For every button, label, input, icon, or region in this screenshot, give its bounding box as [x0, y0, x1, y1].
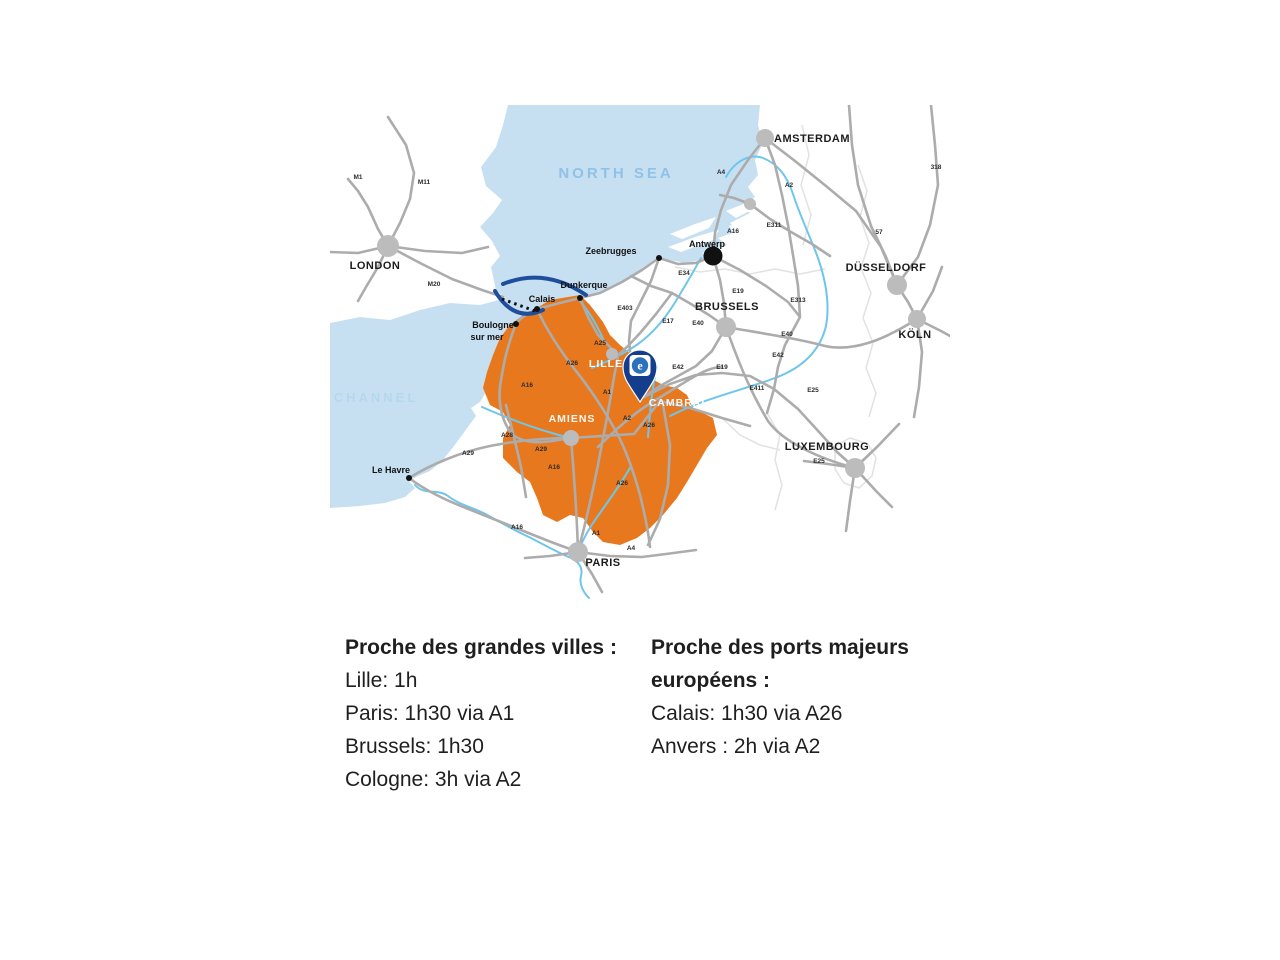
port-dot-calais	[534, 306, 540, 312]
road-label-a16: A16	[727, 228, 739, 235]
road-label-a16: A16	[548, 464, 560, 471]
label-calais: Calais	[528, 294, 556, 304]
port-dot-antwerp	[704, 247, 723, 266]
road-label-m20: M20	[427, 281, 441, 288]
pin-logo-letter: e	[637, 358, 643, 373]
city-node-london	[377, 235, 399, 257]
label-dunkerque: Dunkerque	[560, 280, 608, 290]
label-cambrai: CAMBRAI	[648, 397, 706, 409]
city-node-luxembourg	[845, 458, 865, 478]
city-node	[563, 430, 579, 446]
label-north-sea: NORTH SEA	[558, 165, 674, 182]
road-label-m1: M1	[353, 174, 363, 181]
port-dot-zeebrugges	[656, 255, 662, 261]
city-node	[744, 198, 756, 210]
road-label-e411: E411	[749, 385, 765, 392]
label-k-ln: KÖLN	[898, 329, 932, 341]
label-zeebrugges: Zeebrugges	[585, 246, 637, 256]
port-dot-dunkerque	[577, 295, 583, 301]
road-label-a4: A4	[626, 545, 636, 552]
road-label-a29: A29	[462, 450, 474, 457]
road-label-a1: A1	[591, 530, 601, 537]
road-label-a2: A2	[784, 182, 794, 189]
road-label-57: 57	[875, 229, 883, 236]
road-label-e42: E42	[672, 364, 684, 371]
label-sur-mer: sur mer	[470, 332, 504, 342]
road-label-a29: A29	[535, 446, 547, 453]
road-label-e25: E25	[813, 458, 825, 465]
label-boulogne: Boulogne	[472, 320, 514, 330]
road-label-e17: E17	[662, 318, 674, 325]
label-antwerp: Antwerp	[689, 239, 725, 249]
info-line: Brussels: 1h30	[345, 735, 484, 758]
info-line: Anvers : 2h via A2	[651, 735, 821, 758]
road-label-a26: A26	[643, 422, 655, 429]
road-label-318: 318	[930, 164, 942, 171]
info-line: Paris: 1h30 via A1	[345, 702, 515, 725]
label-brussels: BRUSSELS	[695, 301, 759, 313]
road-label-a1: A1	[602, 389, 612, 396]
city-node-amsterdam	[756, 129, 774, 147]
label-le-havre: Le Havre	[371, 465, 411, 475]
info-column-ports	[651, 631, 941, 763]
road-label-e403: E403	[617, 305, 633, 312]
road-label-m11: M11	[417, 179, 431, 186]
road-label-e313: E313	[790, 297, 806, 304]
road-label-e311: E311	[766, 222, 782, 229]
city-node-düsseldorf	[887, 275, 907, 295]
info-column-cities	[345, 631, 645, 796]
road-label-a26: A26	[566, 360, 578, 367]
label-channel: CHANNEL	[333, 390, 419, 405]
label-amiens: AMIENS	[548, 413, 596, 425]
cities-lines	[345, 664, 645, 796]
info-line: Calais: 1h30 via A26	[651, 702, 843, 725]
label-d-sseldorf: DÜSSELDORF	[845, 262, 927, 274]
road-label-e42: E42	[772, 352, 784, 359]
port-dot-boulogne	[513, 321, 519, 327]
road-label-e40: E40	[781, 331, 793, 338]
label-london: LONDON	[349, 260, 401, 272]
city-node-brussels	[716, 317, 736, 337]
road-label-e25: E25	[807, 387, 819, 394]
road-label-a4: A4	[716, 169, 726, 176]
ports-lines	[651, 697, 941, 763]
label-luxembourg: LUXEMBOURG	[784, 441, 870, 453]
road-label-e40: E40	[692, 320, 704, 327]
cities-title: Proche des grandes villes :	[345, 636, 617, 659]
road-label-a16: A16	[521, 382, 533, 389]
road-label-a16: A16	[511, 524, 523, 531]
map-svg	[330, 105, 950, 600]
road-label-a28: A28	[501, 432, 513, 439]
info-line: Cologne: 3h via A2	[345, 768, 522, 791]
label-paris: PARIS	[585, 557, 621, 569]
label-lille: LILLE	[588, 358, 624, 370]
ports-title: Proche des ports majeurs européens :	[651, 636, 909, 692]
road-label-a25: A25	[594, 340, 606, 347]
city-node-köln	[908, 310, 926, 328]
road-label-e19: E19	[732, 288, 744, 295]
road-label-e19: E19	[716, 364, 728, 371]
road-label-e34: E34	[678, 270, 690, 277]
label-amsterdam: AMSTERDAM	[774, 133, 850, 145]
europe-road-map	[330, 105, 950, 600]
info-line: Lille: 1h	[345, 669, 418, 692]
road-label-a2: A2	[622, 415, 632, 422]
road-label-a26: A26	[616, 480, 628, 487]
port-dot-le-havre	[406, 475, 412, 481]
